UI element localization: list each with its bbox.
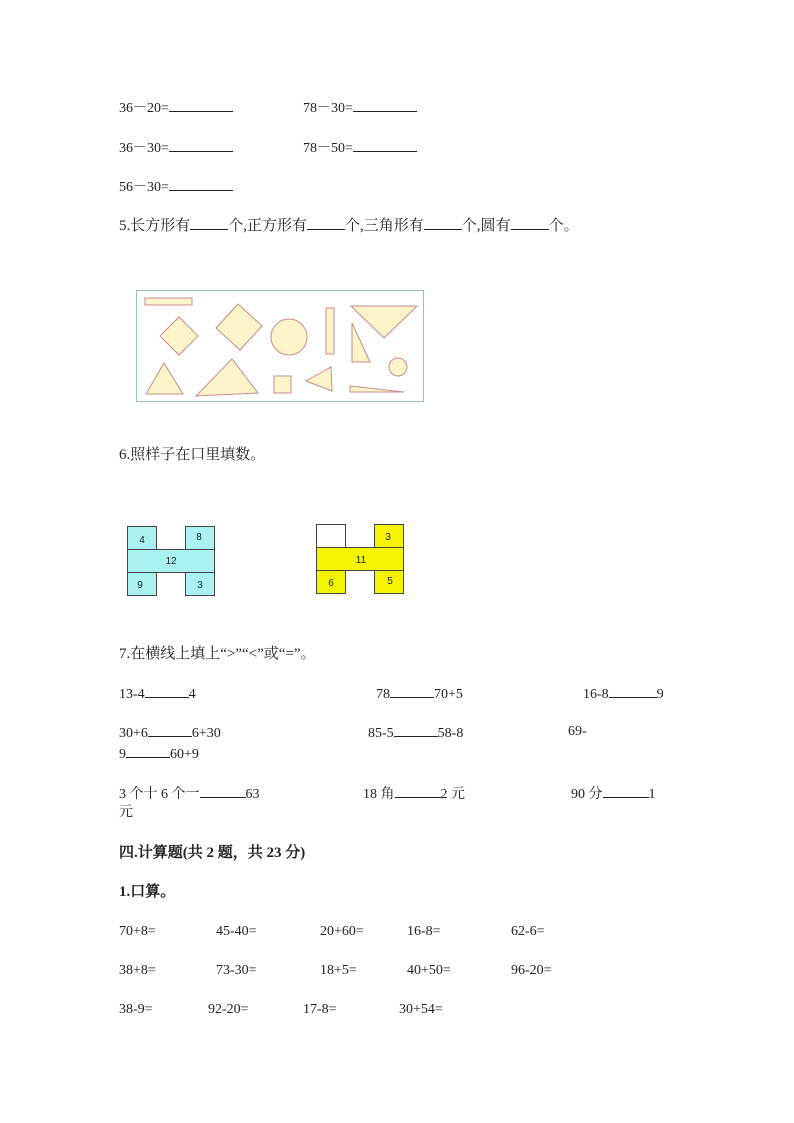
- oral-problem: 73-30=: [216, 963, 257, 978]
- compare-blank[interactable]: [395, 785, 441, 798]
- q7-prompt: 7.在横线上填上“>”“<”或“=”。: [119, 646, 316, 662]
- small-circle-shape: [389, 358, 407, 376]
- compare-78: [376, 685, 463, 703]
- compare-blank[interactable]: [126, 745, 170, 758]
- large-circle-shape: [271, 319, 307, 355]
- compare-blank[interactable]: [200, 785, 246, 798]
- q6-prompt: 6.照样子在口里填数。: [119, 447, 266, 463]
- oral-problem: 30+54=: [399, 1002, 443, 1017]
- oral-problem: 16-8=: [407, 924, 441, 939]
- compare-69-9-first-line: 69-: [568, 724, 587, 739]
- q5-text: 个,正方形有: [228, 218, 308, 234]
- expression: 56－30=: [119, 180, 169, 195]
- expression: 36－20=: [119, 101, 169, 116]
- small-square-shape: [274, 376, 291, 393]
- problem-78-50: [303, 139, 417, 157]
- expression: 36－30=: [119, 141, 169, 156]
- left-operand: 3 个十 6 个一: [119, 787, 200, 802]
- compare-blank[interactable]: [603, 785, 649, 798]
- right-operand: 70+5: [434, 687, 463, 702]
- oral-problem: 70+8=: [119, 924, 156, 939]
- left-operand: 16-8: [583, 687, 609, 702]
- answer-blank[interactable]: [353, 99, 417, 112]
- q5-text: 个。: [548, 218, 579, 234]
- compare-18-jiao: [363, 785, 465, 803]
- q5-prompt: [119, 217, 579, 234]
- thin-rectangle-shape: [326, 308, 334, 354]
- shapes-figure: [136, 290, 424, 402]
- example-bottom-left-number: 9: [137, 580, 143, 591]
- example-h-svg: [127, 526, 215, 596]
- compare-13-4: [119, 685, 196, 703]
- right-operand: 58-8: [437, 726, 464, 741]
- problem-36-30: [119, 139, 233, 157]
- compare-90-fen-wrap: 元: [119, 805, 133, 820]
- q5-text: 5.长方形有: [119, 218, 191, 234]
- oral-problem: 96-20=: [511, 963, 552, 978]
- oral-problem: 18+5=: [320, 963, 357, 978]
- left-operand: 13-4: [119, 687, 145, 702]
- example-middle-number: 12: [165, 556, 177, 567]
- right-operand: 63: [245, 787, 260, 802]
- oral-problem: 62-6=: [511, 924, 545, 939]
- q5-text: 个,三角形有: [345, 218, 424, 234]
- right-operand: 9: [656, 687, 664, 702]
- section-4-q1-title: 1.口算。: [119, 884, 176, 900]
- compare-30-6: [119, 724, 221, 742]
- task-top-left-empty-cell[interactable]: [317, 525, 346, 548]
- compare-blank[interactable]: [390, 685, 434, 698]
- compare-blank[interactable]: [609, 685, 657, 698]
- oral-problem: 38+8=: [119, 963, 156, 978]
- compare-85-5: [368, 724, 463, 742]
- example-top-left-number: 4: [139, 535, 145, 546]
- problem-56-30: [119, 178, 233, 196]
- left-operand: 78: [376, 687, 390, 702]
- compare-blank[interactable]: [394, 724, 438, 737]
- oral-problem: 40+50=: [407, 963, 451, 978]
- answer-blank[interactable]: [169, 99, 233, 112]
- compare-69-9: [119, 745, 199, 763]
- expression: 78－30=: [303, 101, 353, 116]
- task-bottom-left-number: 6: [328, 578, 334, 589]
- example-h-pattern: [127, 526, 215, 596]
- answer-blank[interactable]: [353, 139, 417, 152]
- left-operand: 85-5: [368, 726, 394, 741]
- answer-blank[interactable]: [169, 178, 233, 191]
- example-bottom-right-number: 3: [197, 580, 203, 591]
- rectangle-count-blank[interactable]: [190, 217, 228, 230]
- compare-blank[interactable]: [148, 724, 192, 737]
- task-bottom-right-number: 5: [387, 576, 393, 587]
- task-h-pattern: [316, 524, 404, 594]
- square-count-blank[interactable]: [307, 217, 345, 230]
- answer-blank[interactable]: [169, 139, 233, 152]
- oral-problem: 45-40=: [216, 924, 257, 939]
- left-operand: 30+6: [119, 726, 148, 741]
- example-top-right-number: 8: [196, 532, 202, 543]
- right-operand: 4: [188, 687, 196, 702]
- section-4-heading: 四.计算题(共 2 题，共 23 分): [119, 845, 306, 861]
- triangle-count-blank[interactable]: [424, 217, 462, 230]
- compare-90-fen: [571, 785, 656, 803]
- right-operand: 2 元: [440, 787, 465, 802]
- right-operand: 6+30: [191, 726, 221, 741]
- long-rectangle-shape: [145, 298, 192, 305]
- problem-36-20: [119, 99, 233, 117]
- left-operand: 18 角: [363, 787, 395, 802]
- oral-problem: 17-8=: [303, 1002, 337, 1017]
- compare-blank[interactable]: [145, 685, 189, 698]
- expression: 78－50=: [303, 141, 353, 156]
- left-operand: 90 分: [571, 787, 603, 802]
- problem-78-30: [303, 99, 417, 117]
- oral-problem: 92-20=: [208, 1002, 249, 1017]
- q5-text: 个,圆有: [461, 218, 511, 234]
- task-top-right-number: 3: [385, 532, 391, 543]
- oral-problem: 38-9=: [119, 1002, 153, 1017]
- task-h-svg: [316, 524, 404, 594]
- circle-count-blank[interactable]: [511, 217, 549, 230]
- task-middle-number: 11: [355, 555, 367, 566]
- oral-problem: 20+60=: [320, 924, 364, 939]
- shapes-svg: [136, 290, 424, 402]
- right-operand: 60+9: [170, 747, 199, 762]
- right-operand: 1: [648, 787, 656, 802]
- compare-16-8: [583, 685, 664, 703]
- compare-3-tens-6-ones: [119, 785, 260, 803]
- left-operand-wrap: 9: [119, 747, 126, 762]
